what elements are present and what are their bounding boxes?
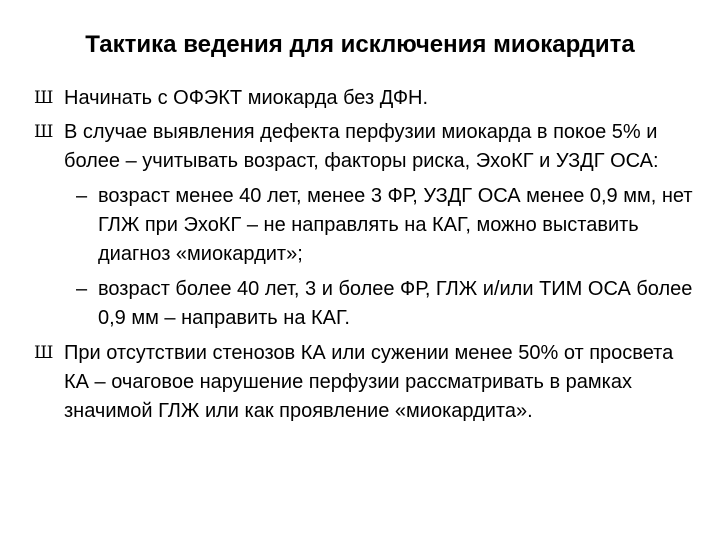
sub-bullet-text: возраст более 40 лет, 3 и более ФР, ГЛЖ и/или ТИМ ОСА более 0,9 мм – направить на КАГ. xyxy=(98,278,693,329)
bullet-text: Начинать с ОФЭКТ миокарда без ДФН. xyxy=(64,87,429,109)
dash-marker: – xyxy=(76,278,88,300)
sub-bullet-text: возраст менее 40 лет, менее 3 ФР, УЗДГ ОСА менее 0,9 мм, нет ГЛЖ при ЭхоКГ – не направлять на КАГ, можно выставить диагноз «миокардит»; xyxy=(98,185,693,265)
bullet-marker-icon: Ш xyxy=(34,122,54,142)
bullet-text: При отсутствии стенозов КА или сужении менее 50% от просвета КА – очаговое нарушение перфузии рассматривать в рамках значимой ГЛЖ или как проявление «миокардита». xyxy=(64,342,674,422)
bullet-item xyxy=(34,84,694,113)
bullet-marker-icon: Ш xyxy=(34,88,54,108)
bullet-marker-icon: Ш xyxy=(34,343,54,363)
bullet-item xyxy=(34,118,694,176)
sub-bullet-item xyxy=(34,275,694,333)
slide-title: Тактика ведения для исключения миокардита xyxy=(85,31,635,58)
bullet-item xyxy=(34,339,694,426)
dash-marker: – xyxy=(76,185,88,207)
slide-content xyxy=(34,84,694,431)
bullet-text: В случае выявления дефекта перфузии миокарда в покое 5% и более – учитывать возраст, факторы риска, ЭхоКГ и УЗДГ ОСА: xyxy=(64,121,659,172)
sub-bullet-item xyxy=(34,182,694,269)
